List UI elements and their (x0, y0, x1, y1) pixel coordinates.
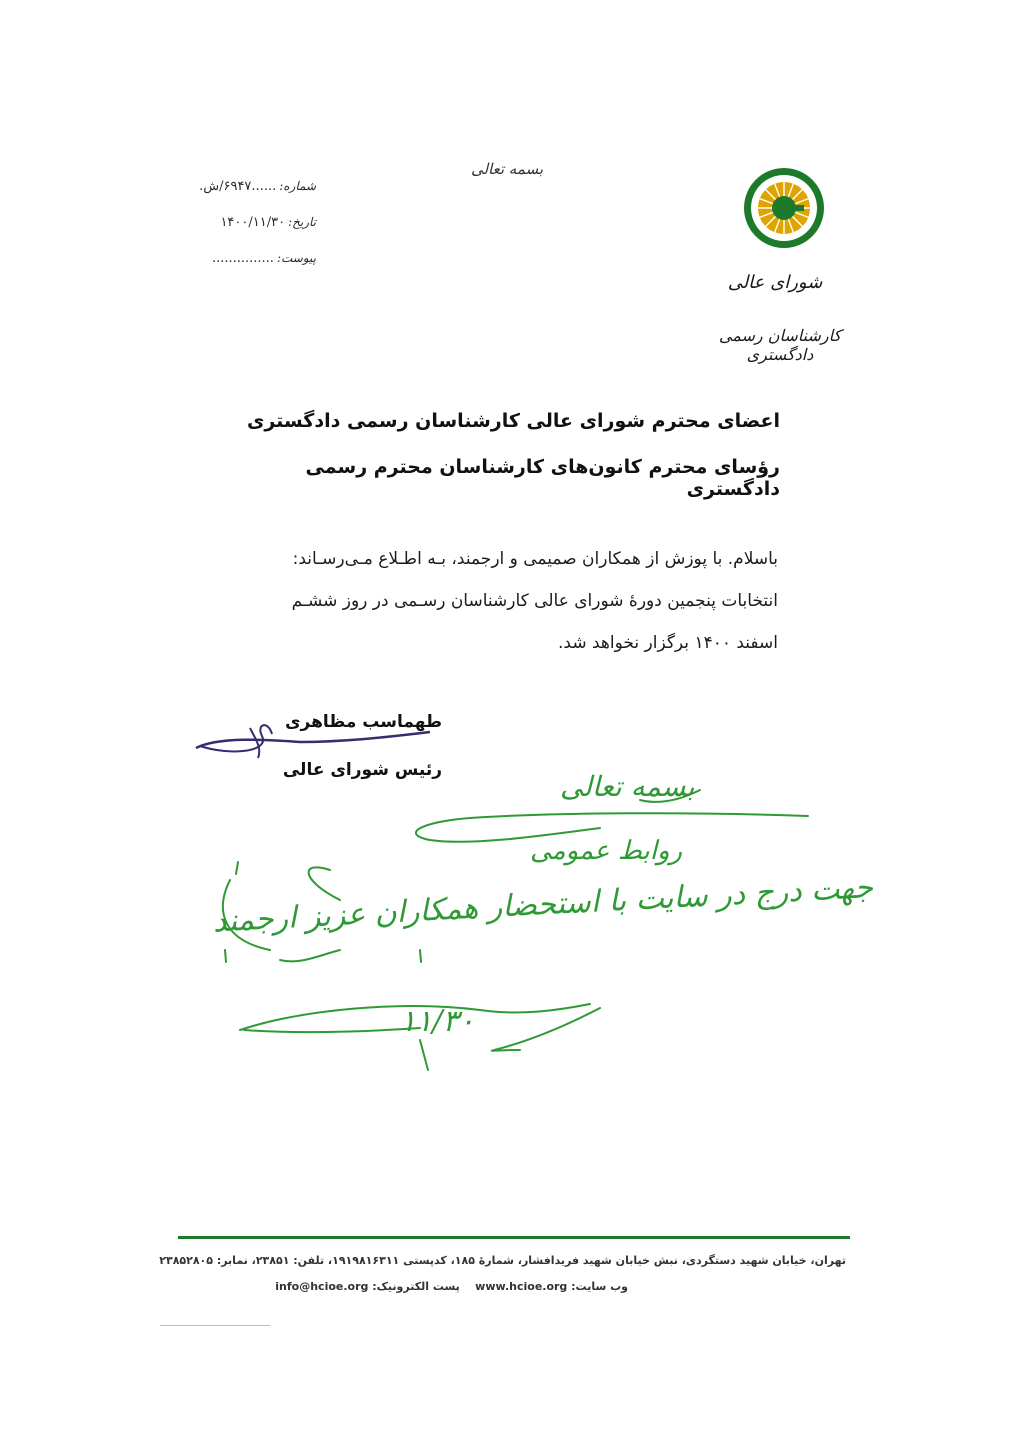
letter-attachment-row (176, 240, 316, 276)
handwritten-date: ۱۱/۳۰ (400, 1004, 475, 1039)
body-line-3: اسفند ۱۴۰۰ برگزار نخواهد شد. (558, 633, 778, 653)
handwritten-recipient: روابط عمومی (530, 836, 683, 866)
letter-date-label: تاریخ: (288, 215, 316, 229)
letter-number-value: ......۶۹۴۷/ش. (199, 178, 277, 194)
letter-body (248, 538, 778, 664)
signer-name: طهماسب مظاهری (284, 712, 442, 732)
footer-contact (208, 1280, 628, 1293)
addressee-line-1: اعضای محترم شورای عالی کارشناسان رسمی دادگستری (246, 410, 780, 432)
footer-address: تهران، خیابان شهید دستگردی، نبش خیابان شهید فریدافشار، شمارهٔ ۱۸۵، کدپستی ۱۹۱۹۸۱۶۳۱۱، تلفن: ۲۳۸۵۱، نمابر: ۲۳۸۵۲۸۰۵ (159, 1254, 846, 1267)
handwritten-basmala: بسمه تعالی (560, 770, 695, 803)
footer-email-label: پست الکترونیک: (372, 1280, 460, 1293)
body-line-1: باسلام. با پوزش از همکاران صمیمی و ارجمند، بـه اطـلاع مـی‌رسـاند: (292, 549, 778, 569)
basmala-heading: بسمه تعالی (470, 160, 544, 178)
letter-date-value: ۱۴۰۰/۱۱/۳۰ (220, 214, 286, 230)
footer-divider (178, 1236, 850, 1239)
addressee-line-2: رؤسای محترم کانون‌های کارشناسان محترم رسمی دادگستری (305, 456, 780, 500)
organization-logo (742, 166, 826, 250)
organization-name-line2: کارشناسان رسمی دادگستری (718, 326, 842, 364)
organization-name-line1: شورای عالی (727, 272, 823, 293)
letter-attachment-value: ............... (211, 250, 274, 266)
letter-number-row (176, 168, 316, 204)
letter-number-label: شماره: (279, 179, 316, 193)
handwritten-instruction: جهت درج در سایت با استحضار همکاران عزیز ارجمند (211, 870, 874, 940)
body-line-2: انتخابات پنجمین دورهٔ شورای عالی کارشناسان رسـمی در روز ششـم (291, 591, 778, 611)
footer-website-label: وب سایت: (571, 1280, 628, 1293)
page-edge-mark (160, 1325, 270, 1326)
letter-date-row (176, 204, 316, 240)
letter-attachment-label: پیوست: (276, 251, 316, 265)
signer-title: رئیس شورای عالی (282, 760, 442, 780)
footer-website-link[interactable]: www.hcioe.org (475, 1280, 568, 1293)
letter-meta (176, 168, 316, 276)
footer-email-link[interactable]: info@hcioe.org (275, 1280, 369, 1293)
